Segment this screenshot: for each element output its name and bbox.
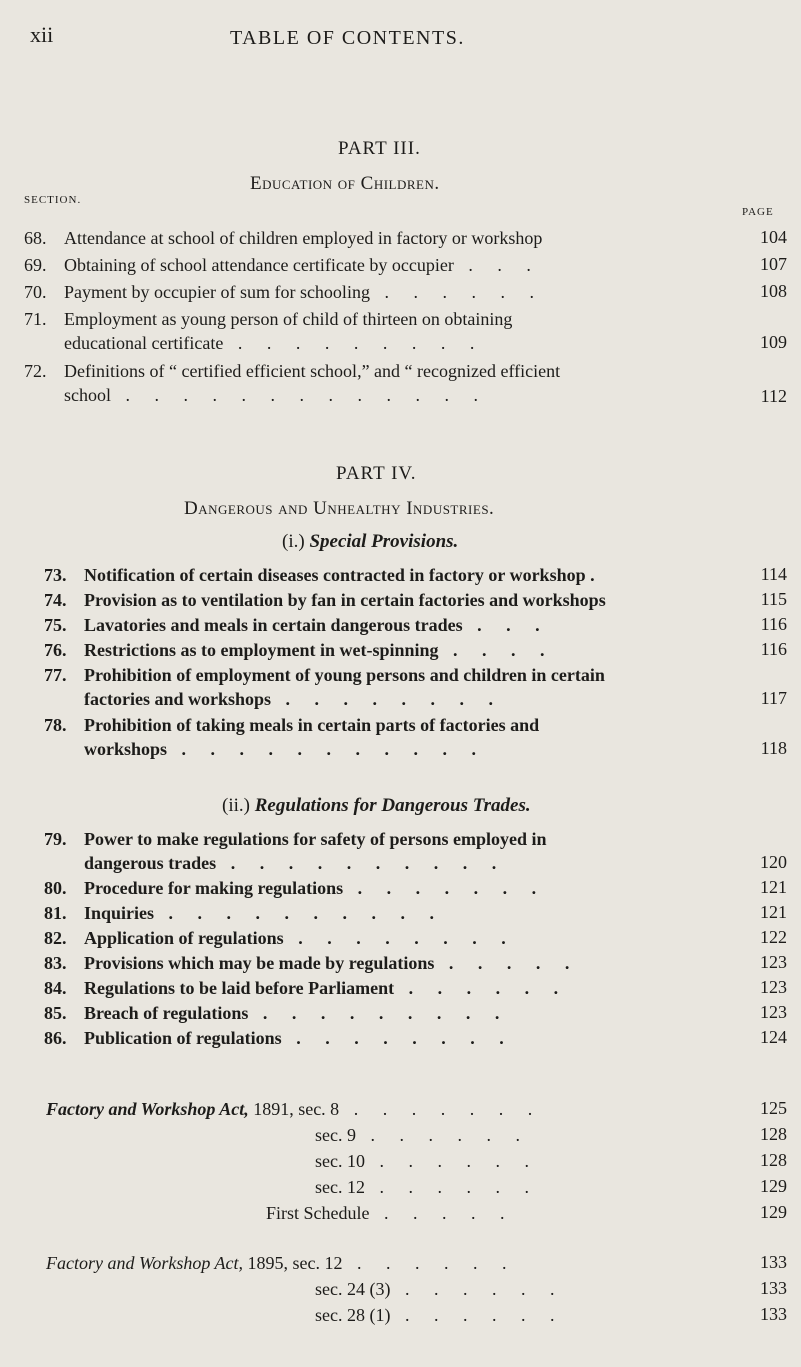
act-page: 128 xyxy=(760,1124,787,1144)
entry-text: Prohibition of taking meals in certain parts of factories and xyxy=(84,715,540,735)
toc-entry xyxy=(44,664,605,686)
section-number: 84. xyxy=(44,978,67,998)
section-number: 76. xyxy=(44,640,67,660)
entry-text: Provision as to ventilation by fan in certain factories and workshops xyxy=(84,590,606,610)
act-title: Factory and Workshop Act, xyxy=(46,1253,243,1273)
toc-entry xyxy=(44,714,539,736)
entry-text: Publication of regulations xyxy=(84,1028,282,1048)
section-number: 81. xyxy=(44,903,67,923)
act-title: Factory and Workshop Act, xyxy=(46,1099,249,1119)
toc-entry: 84. Regulations to be laid before Parliament . . . . . . xyxy=(44,978,569,998)
entry-text: Notification of certain diseases contracted in factory or workshop . xyxy=(84,565,595,585)
entry-text: Attendance at school of children employed in factory or workshop xyxy=(64,228,543,248)
entry-page: 107 xyxy=(760,254,787,274)
act-reference: sec. 10 xyxy=(315,1151,365,1171)
toc-entry: 80. Procedure for making regulations . . . . . . . xyxy=(44,878,547,898)
subsection-prefix: (i.) xyxy=(282,531,305,552)
section-number: 83. xyxy=(44,953,67,973)
section-label: SECTION. xyxy=(24,194,82,206)
act-reference: 1891, sec. 8 xyxy=(253,1099,340,1119)
section-number: 68. xyxy=(24,228,47,248)
running-header: TABLE OF CONTENTS. xyxy=(230,27,465,49)
act-entry: sec. 24 (3) . . . . . . xyxy=(315,1279,565,1299)
entry-text: Application of regulations xyxy=(84,928,284,948)
part-4-title: PART IV. xyxy=(336,463,417,484)
section-number: 79. xyxy=(44,829,67,849)
toc-entry-continuation: workshops . . . . . . . . . . . xyxy=(84,739,487,759)
toc-entry: 76. Restrictions as to employment in wet-spinning . . . . xyxy=(44,640,555,660)
section-number: 71. xyxy=(24,309,47,329)
entry-page: 123 xyxy=(760,952,787,972)
entry-text: Inquiries xyxy=(84,903,155,923)
act-reference: sec. 28 (1) xyxy=(315,1305,391,1325)
entry-text: Lavatories and meals in certain dangerous trades xyxy=(84,615,463,635)
toc-entry xyxy=(24,360,560,382)
entry-text: Prohibition of employment of young persons and children in certain xyxy=(84,665,605,685)
act-reference: First Schedule xyxy=(266,1203,370,1223)
toc-entry: 69. Obtaining of school attendance certificate by occupier . . . xyxy=(24,255,541,275)
toc-entry xyxy=(44,589,606,611)
section-number: 86. xyxy=(44,1028,67,1048)
entry-page: 108 xyxy=(760,281,787,301)
entry-text: workshops xyxy=(84,739,168,759)
section-number: 74. xyxy=(44,590,67,610)
section-number: 82. xyxy=(44,928,67,948)
subsection-prefix: (ii.) xyxy=(222,795,250,816)
act-entry: Factory and Workshop Act, 1891, sec. 8 . . . . . . . xyxy=(46,1099,543,1119)
entry-page: 120 xyxy=(760,852,787,872)
act-entry: sec. 9 . . . . . . xyxy=(315,1125,530,1145)
entry-page: 123 xyxy=(760,977,787,997)
page-number: xii xyxy=(30,22,54,47)
act-reference: sec. 9 xyxy=(315,1125,356,1145)
act-page: 129 xyxy=(760,1176,787,1196)
entry-page: 124 xyxy=(760,1027,787,1047)
entry-text: factories and workshops xyxy=(84,689,272,709)
toc-entry: 70. Payment by occupier of sum for schooling . . . . . . xyxy=(24,282,544,302)
entry-page: 121 xyxy=(760,902,787,922)
section-number: 77. xyxy=(44,665,67,685)
page-label: PAGE xyxy=(742,206,774,218)
section-number: 75. xyxy=(44,615,67,635)
subsection-heading xyxy=(222,795,531,817)
entry-text: Definitions of “ certified efficient school,” and “ recognized efficient xyxy=(64,361,561,381)
toc-entry xyxy=(24,308,512,330)
entry-page: 122 xyxy=(760,927,787,947)
subsection-heading xyxy=(282,531,458,553)
subsection-title: Special Provisions. xyxy=(309,531,459,552)
act-page: 129 xyxy=(760,1202,787,1222)
toc-entry xyxy=(44,828,546,850)
part-3-title: PART III. xyxy=(338,138,421,159)
act-entry: sec. 28 (1) . . . . . . xyxy=(315,1305,565,1325)
entry-text: Procedure for making regulations xyxy=(84,878,344,898)
entry-page: 114 xyxy=(760,564,787,584)
act-page: 125 xyxy=(760,1098,787,1118)
toc-entry: 85. Breach of regulations . . . . . . . . . xyxy=(44,1003,510,1023)
toc-entry: 75. Lavatories and meals in certain dangerous trades . . . xyxy=(44,615,550,635)
toc-entry: 82. Application of regulations . . . . . . . . xyxy=(44,928,516,948)
act-entry: sec. 12 . . . . . . xyxy=(315,1177,539,1197)
part-3-subtitle: Education of Children. xyxy=(250,173,440,194)
entry-text: school xyxy=(64,385,111,405)
entry-text: Payment by occupier of sum for schooling xyxy=(64,282,370,302)
section-number: 70. xyxy=(24,282,47,302)
toc-entry: 83. Provisions which may be made by regulations . . . . . xyxy=(44,953,580,973)
toc-entry: 81. Inquiries . . . . . . . . . . xyxy=(44,903,445,923)
entry-page: 109 xyxy=(760,332,787,352)
toc-entry-continuation: school . . . . . . . . . . . . . xyxy=(64,385,488,405)
part-4-subtitle: Dangerous and Unhealthy Industries. xyxy=(184,498,495,519)
act-page: 133 xyxy=(760,1278,787,1298)
section-number: 73. xyxy=(44,565,67,585)
act-entry: Factory and Workshop Act, 1895, sec. 12 . . . . . . xyxy=(46,1253,517,1273)
toc-entry xyxy=(44,564,595,586)
entry-page: 116 xyxy=(760,639,787,659)
section-number: 78. xyxy=(44,715,67,735)
toc-entry xyxy=(24,227,542,249)
toc-entry: 86. Publication of regulations . . . . . . . . xyxy=(44,1028,514,1048)
act-reference: sec. 24 (3) xyxy=(315,1279,391,1299)
entry-text: dangerous trades xyxy=(84,853,217,873)
entry-text: Restrictions as to employment in wet-spinning xyxy=(84,640,439,660)
entry-text: Provisions which may be made by regulations xyxy=(84,953,435,973)
entry-page: 104 xyxy=(760,227,787,247)
entry-page: 121 xyxy=(760,877,787,897)
act-page: 128 xyxy=(760,1150,787,1170)
entry-page: 118 xyxy=(760,738,787,758)
section-number: 80. xyxy=(44,878,67,898)
act-reference: 1895, sec. 12 xyxy=(247,1253,343,1273)
section-number: 85. xyxy=(44,1003,67,1023)
entry-page: 117 xyxy=(760,688,787,708)
act-page: 133 xyxy=(760,1252,787,1272)
entry-text: Power to make regulations for safety of persons employed in xyxy=(84,829,547,849)
act-entry: First Schedule . . . . . xyxy=(266,1203,515,1223)
subsection-title: Regulations for Dangerous Trades. xyxy=(254,795,531,816)
entry-page: 112 xyxy=(760,386,787,406)
toc-entry-continuation: educational certificate . . . . . . . . . xyxy=(64,333,485,353)
section-number: 72. xyxy=(24,361,47,381)
entry-page: 123 xyxy=(760,1002,787,1022)
entry-text: Breach of regulations xyxy=(84,1003,249,1023)
entry-text: Employment as young person of child of thirteen on obtaining xyxy=(64,309,513,329)
act-entry: sec. 10 . . . . . . xyxy=(315,1151,539,1171)
entry-page: 116 xyxy=(760,614,787,634)
entry-text: Regulations to be laid before Parliament xyxy=(84,978,395,998)
toc-entry-continuation: factories and workshops . . . . . . . . xyxy=(84,689,504,709)
act-page: 133 xyxy=(760,1304,787,1324)
toc-entry-continuation: dangerous trades . . . . . . . . . . xyxy=(84,853,507,873)
section-number: 69. xyxy=(24,255,47,275)
entry-text: educational certificate xyxy=(64,333,224,353)
entry-page: 115 xyxy=(760,589,787,609)
act-reference: sec. 12 xyxy=(315,1177,365,1197)
entry-text: Obtaining of school attendance certificate by occupier xyxy=(64,255,454,275)
